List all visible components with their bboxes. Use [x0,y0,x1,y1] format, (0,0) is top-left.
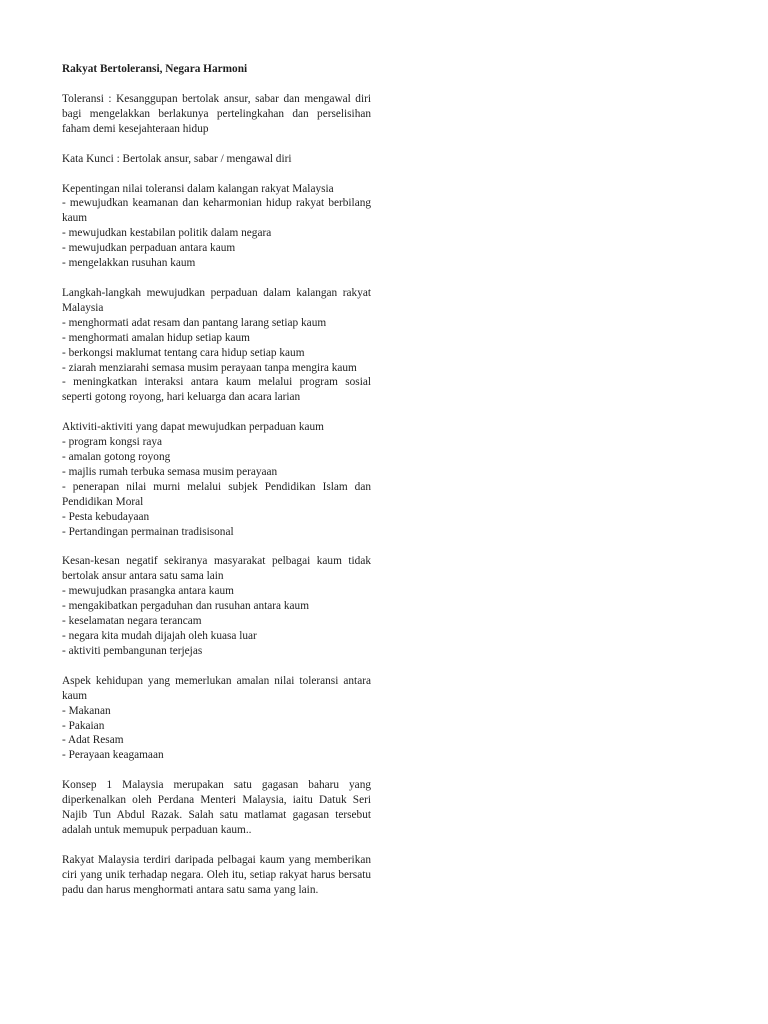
list-item: - mewujudkan perpaduan antara kaum [62,242,236,255]
aspects-section [62,674,371,763]
list-item: - aktiviti pembangunan terjejas [62,644,203,657]
list-item: - Makanan [62,704,111,717]
konsep-paragraph: Konsep 1 Malaysia merupakan satu gagasan baharu yang diperkenalkan oleh Perdana Menteri Malaysia, iaitu Datuk Seri Najib Tun Abdul Razak. Salah satu matlamat gagasan tersebut adalah untuk memupuk perpaduan kaum.. [62,779,371,836]
section-heading: Kepentingan nilai toleransi dalam kalangan rakyat Malaysia [62,182,334,195]
list-item: - mengakibatkan pergaduhan dan rusuhan antara kaum [62,600,309,613]
definition-paragraph: Toleransi : Kesanggupan bertolak ansur, sabar dan mengawal diri bagi mengelakkan berlakunya pertelingkahan dan perselisihan faham demi kesejahteraan hidup [62,92,371,135]
list-item: - ziarah menziarahi semasa musim perayaan tanpa mengira kaum [62,361,357,374]
document-title: Rakyat Bertoleransi, Negara Harmoni [62,63,248,75]
list-item: - Pertandingan permainan tradisisonal [62,525,234,538]
list-item: - berkongsi maklumat tentang cara hidup setiap kaum [62,346,305,359]
activities-section [62,420,371,539]
list-item: - mengelakkan rusuhan kaum [62,257,196,270]
list-item: - keselamatan negara terancam [62,615,202,628]
section-heading: Aktiviti-aktiviti yang dapat mewujudkan perpaduan kaum [62,421,324,434]
list-item: - Perayaan keagamaan [62,749,164,762]
keywords-paragraph: Kata Kunci : Bertolak ansur, sabar / mengawal diri [62,152,292,165]
list-item: - mewujudkan keamanan dan keharmonian hidup rakyat berbilang kaum [62,197,371,225]
list-item: - amalan gotong royong [62,451,171,464]
section-heading: Langkah-langkah mewujudkan perpaduan dalam kalangan rakyat Malaysia [62,286,371,314]
list-item: - meningkatkan interaksi antara kaum melalui program sosial seperti gotong royong, hari keluarga dan acara larian [62,376,371,404]
document-page [62,62,371,913]
list-item: - majlis rumah terbuka semasa musim perayaan [62,465,278,478]
section-heading: Kesan-kesan negatif sekiranya masyarakat pelbagai kaum tidak bertolak ansur antara satu sama lain [62,555,371,583]
list-item: - Pakaian [62,719,105,732]
list-item: - menghormati adat resam dan pantang larang setiap kaum [62,316,327,329]
list-item: - menghormati amalan hidup setiap kaum [62,331,250,344]
list-item: - Adat Resam [62,734,124,747]
negative-effects-section [62,554,371,658]
importance-section [62,182,371,271]
closing-paragraph: Rakyat Malaysia terdiri daripada pelbagai kaum yang memberikan ciri yang unik terhadap negara. Oleh itu, setiap rakyat harus bersatu padu dan harus menghormati antara satu sama yang lain. [62,853,371,896]
list-item: - program kongsi raya [62,436,163,449]
steps-section [62,286,371,405]
list-item: - Pesta kebudayaan [62,510,150,523]
list-item: - mewujudkan prasangka antara kaum [62,585,234,598]
section-heading: Aspek kehidupan yang memerlukan amalan nilai toleransi antara kaum [62,674,371,702]
list-item: - negara kita mudah dijajah oleh kuasa luar [62,630,257,642]
list-item: - mewujudkan kestabilan politik dalam negara [62,227,272,240]
list-item: - penerapan nilai murni melalui subjek Pendidikan Islam dan Pendidikan Moral [62,480,371,508]
